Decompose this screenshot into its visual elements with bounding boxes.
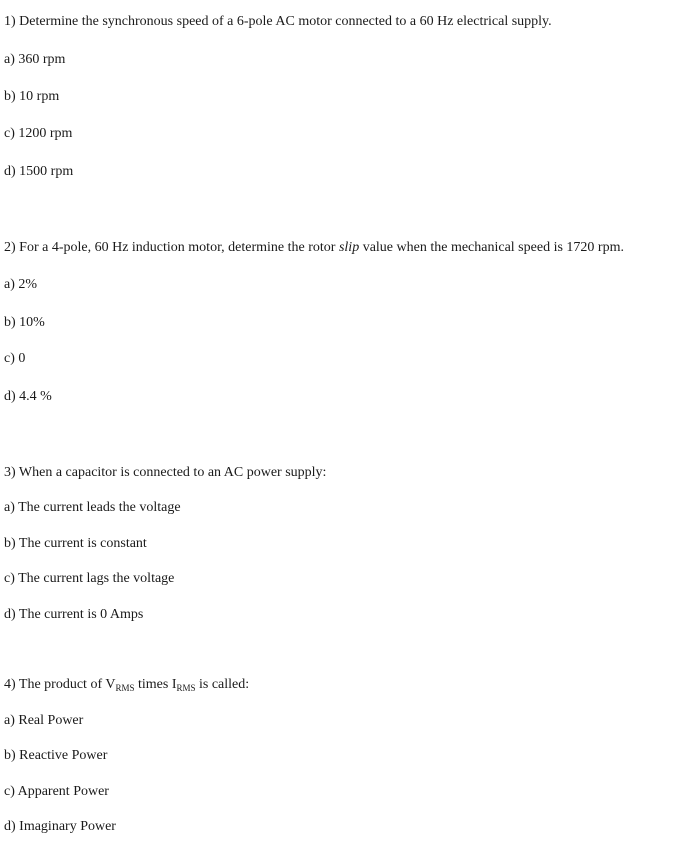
question-2-option-a: a) 2% bbox=[4, 277, 38, 292]
question-2-prompt-italic: slip bbox=[338, 240, 360, 255]
question-2-prompt-end: value when the mechanical speed is 1720 rpm. bbox=[359, 240, 624, 255]
question-2-prompt-start: 2) For a 4-pole, 60 Hz induction motor, determine the rotor bbox=[4, 240, 339, 255]
question-4-irms-subscript: RMS bbox=[176, 683, 196, 693]
question-2-prompt bbox=[4, 240, 624, 256]
question-2-option-b: b) 10% bbox=[4, 315, 45, 330]
question-2-option-c: c) 0 bbox=[4, 351, 26, 366]
question-4-prompt-part2: times I bbox=[134, 677, 177, 692]
question-3-option-c: c) The current lags the voltage bbox=[4, 571, 175, 586]
question-1-option-c: c) 1200 rpm bbox=[4, 126, 73, 141]
question-3-option-d: d) The current is 0 Amps bbox=[4, 607, 144, 622]
question-4-prompt bbox=[4, 677, 249, 696]
question-4-option-a: a) Real Power bbox=[4, 713, 84, 728]
question-1-option-a: a) 360 rpm bbox=[4, 52, 66, 67]
question-4-option-c: c) Apparent Power bbox=[4, 784, 109, 799]
question-4-vrms-subscript: RMS bbox=[115, 683, 135, 693]
question-4-option-b: b) Reactive Power bbox=[4, 748, 108, 763]
question-2-option-d: d) 4.4 % bbox=[4, 389, 52, 404]
question-3-option-b: b) The current is constant bbox=[4, 536, 147, 551]
question-3-option-a: a) The current leads the voltage bbox=[4, 500, 181, 515]
question-1-option-b: b) 10 rpm bbox=[4, 89, 60, 104]
question-4-prompt-part3: is called: bbox=[195, 677, 250, 692]
question-1-prompt: 1) Determine the synchronous speed of a 6-pole AC motor connected to a 60 Hz electrical supply. bbox=[4, 14, 552, 29]
question-3-prompt: 3) When a capacitor is connected to an AC power supply: bbox=[4, 465, 327, 480]
question-4-option-d: d) Imaginary Power bbox=[4, 819, 116, 834]
question-4-prompt-part1: 4) The product of V bbox=[4, 677, 116, 692]
question-1-option-d: d) 1500 rpm bbox=[4, 164, 74, 179]
